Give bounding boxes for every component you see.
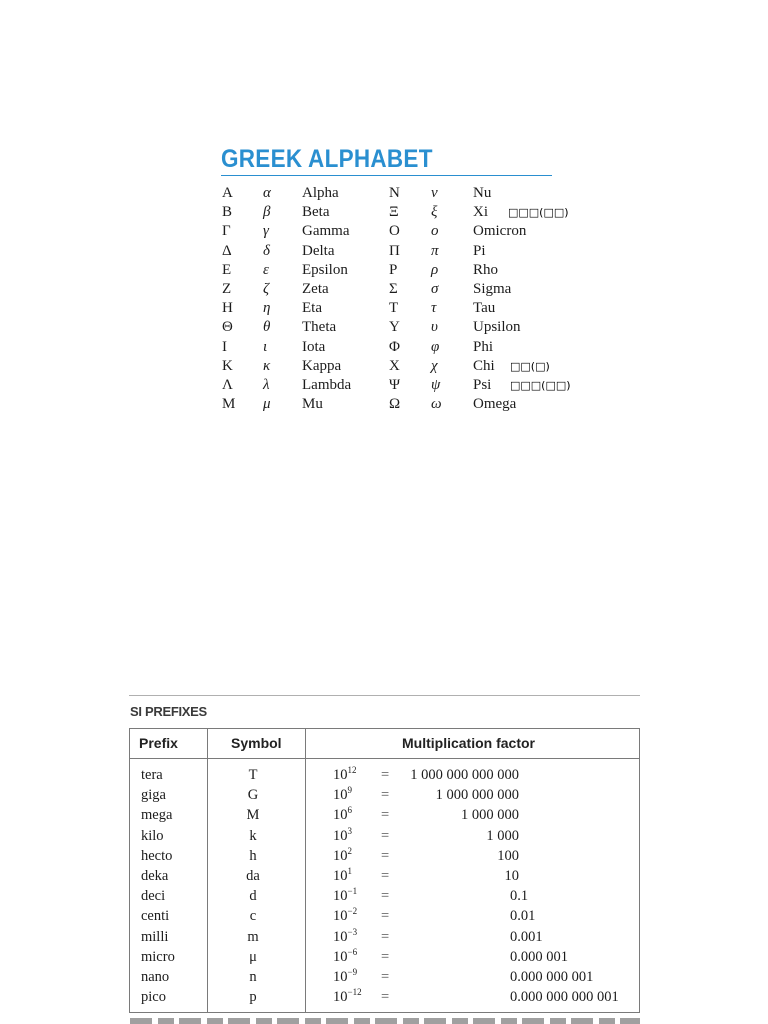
si-power xyxy=(333,805,352,825)
greek-lower-letter: α xyxy=(263,185,271,201)
si-symbol: G xyxy=(247,787,259,804)
si-prefix-name: milli xyxy=(141,928,169,945)
greek-upper-letter: X xyxy=(389,357,400,374)
si-top-rule xyxy=(129,695,640,696)
greek-letter-name: Iota xyxy=(302,338,326,355)
si-power xyxy=(333,785,352,805)
si-symbol: k xyxy=(249,827,257,844)
si-power-base: 10 xyxy=(333,827,348,844)
greek-upper-letter: O xyxy=(389,223,400,240)
greek-letter-name: Lambda xyxy=(302,377,352,393)
si-prefix-name: deka xyxy=(141,868,169,884)
si-power-base: 10 xyxy=(333,948,348,965)
greek-letter-name: Phi xyxy=(473,338,494,355)
si-equals: = xyxy=(381,767,390,783)
si-power xyxy=(333,906,357,926)
si-equals: = xyxy=(381,868,390,884)
si-power-base: 10 xyxy=(333,969,348,985)
si-symbol: μ xyxy=(249,948,257,965)
greek-lower-letter: ν xyxy=(431,185,438,201)
si-equals: = xyxy=(381,969,390,985)
greek-upper-letter: T xyxy=(389,300,399,317)
greek-upper-letter: N xyxy=(389,185,400,201)
greek-lower-letter: σ xyxy=(431,281,439,297)
greek-lower-letter: ψ xyxy=(431,377,441,393)
greek-letter-name: Kappa xyxy=(302,357,342,374)
greek-letter-name: Epsilon xyxy=(302,261,348,278)
si-prefix-name: kilo xyxy=(141,827,164,844)
si-prefix-name: hecto xyxy=(141,847,173,864)
greek-letter-name: Alpha xyxy=(302,185,339,201)
si-symbol: c xyxy=(249,908,257,925)
psi-annotation: □□□(□□) xyxy=(510,379,571,392)
si-power-exponent: −2 xyxy=(347,906,358,917)
greek-letter-name: Theta xyxy=(302,319,337,336)
si-column-divider xyxy=(207,728,208,1013)
si-value: 1 000 000 xyxy=(461,807,519,824)
greek-lower-letter: ε xyxy=(263,261,269,278)
greek-lower-letter: ζ xyxy=(263,281,270,297)
si-value: 0.1 xyxy=(510,888,529,905)
si-prefix-name: tera xyxy=(141,767,163,783)
greek-letter-name: Eta xyxy=(302,300,322,317)
greek-lower-letter: η xyxy=(263,300,271,317)
greek-letter-name: Omicron xyxy=(473,223,527,240)
si-equals: = xyxy=(381,908,390,925)
si-equals: = xyxy=(381,989,390,1006)
greek-upper-letter: Π xyxy=(389,242,400,259)
si-power xyxy=(333,967,357,987)
greek-letter-name: Mu xyxy=(302,396,323,413)
greek-upper-letter: E xyxy=(222,261,232,278)
si-power xyxy=(333,866,352,886)
si-symbol: p xyxy=(249,989,257,1006)
si-header-divider xyxy=(129,758,640,759)
greek-letter-name: Gamma xyxy=(302,223,350,240)
si-footnote-cropped xyxy=(130,1018,640,1024)
si-power xyxy=(333,987,362,1007)
greek-lower-letter: ι xyxy=(263,338,268,355)
si-power-base: 10 xyxy=(333,807,348,824)
si-power-base: 10 xyxy=(333,989,348,1006)
si-symbol: h xyxy=(249,847,257,864)
greek-lower-letter: ρ xyxy=(431,261,439,278)
greek-letter-name: Psi xyxy=(473,377,492,393)
greek-letter-name: Nu xyxy=(473,185,492,201)
si-prefixes-title: SI PREFIXES xyxy=(130,704,207,719)
greek-upper-letter: Δ xyxy=(222,242,232,259)
greek-upper-letter: Φ xyxy=(389,338,400,355)
si-value: 0.01 xyxy=(510,908,536,925)
si-value: 0.000 001 xyxy=(510,948,568,965)
greek-letter-name: Omega xyxy=(473,396,517,413)
greek-upper-letter: B xyxy=(222,204,233,221)
greek-letter-name: Pi xyxy=(473,242,486,259)
si-prefix-name: mega xyxy=(141,807,173,824)
greek-lower-letter: χ xyxy=(431,357,438,374)
si-prefix-name: nano xyxy=(141,969,170,985)
greek-upper-letter: Λ xyxy=(222,377,233,393)
greek-lower-letter: ο xyxy=(431,223,439,240)
si-equals: = xyxy=(381,928,390,945)
si-equals: = xyxy=(381,787,390,804)
si-value: 100 xyxy=(497,847,519,864)
si-power-base: 10 xyxy=(333,787,348,804)
si-symbol: d xyxy=(249,888,257,905)
si-power-exponent: 1 xyxy=(347,866,352,876)
si-power-exponent: −12 xyxy=(347,987,362,998)
greek-lower-letter: υ xyxy=(431,319,438,336)
si-prefix-name: micro xyxy=(141,948,175,965)
greek-lower-letter: κ xyxy=(263,357,271,374)
si-header-prefix: Prefix xyxy=(139,735,178,751)
greek-alphabet-title: GREEK ALPHABET xyxy=(221,145,433,173)
si-equals: = xyxy=(381,948,390,965)
si-power-base: 10 xyxy=(333,928,348,945)
greek-letter-name: Upsilon xyxy=(473,319,521,336)
greek-lower-letter: λ xyxy=(263,377,270,393)
greek-lower-letter: ξ xyxy=(431,204,438,221)
si-symbol: m xyxy=(247,928,259,945)
si-equals: = xyxy=(381,807,390,824)
si-power-exponent: −1 xyxy=(347,886,358,897)
greek-title-underline xyxy=(221,175,552,176)
si-prefix-name: pico xyxy=(141,989,166,1006)
greek-lower-letter: π xyxy=(431,242,439,259)
si-power-exponent: 2 xyxy=(347,845,352,856)
greek-letter-name: Delta xyxy=(302,242,335,259)
si-equals: = xyxy=(381,847,390,864)
greek-letter-name: Tau xyxy=(473,300,496,317)
greek-lower-letter: β xyxy=(263,204,271,221)
si-equals: = xyxy=(381,827,390,844)
greek-letter-name: Xi xyxy=(473,204,488,221)
si-power xyxy=(333,927,357,947)
greek-letter-name: Sigma xyxy=(473,281,512,297)
si-value: 0.000 000 001 xyxy=(510,969,594,985)
si-header-symbol: Symbol xyxy=(231,735,282,751)
si-column-divider xyxy=(305,728,306,1013)
si-symbol: n xyxy=(249,969,257,985)
si-symbol: T xyxy=(248,767,258,783)
si-prefix-name: centi xyxy=(141,908,170,925)
greek-upper-letter: Ξ xyxy=(389,204,399,221)
greek-lower-letter: γ xyxy=(263,223,269,240)
si-value: 1 000 000 000 000 xyxy=(410,767,519,783)
greek-letter-name: Chi xyxy=(473,357,495,374)
xi-annotation: □□□(□□) xyxy=(508,206,569,219)
greek-upper-letter: Θ xyxy=(222,319,233,336)
si-value: 1 000 xyxy=(486,827,519,844)
si-power-base: 10 xyxy=(333,868,348,884)
si-power-exponent: 6 xyxy=(347,805,352,816)
greek-upper-letter: Ω xyxy=(389,396,401,413)
si-symbol: da xyxy=(246,868,260,884)
si-power-base: 10 xyxy=(333,767,348,783)
greek-upper-letter: Υ xyxy=(389,319,400,336)
si-power-exponent: 9 xyxy=(347,785,352,796)
si-power-exponent: −6 xyxy=(347,946,358,957)
si-power-exponent: 12 xyxy=(347,765,357,775)
greek-lower-letter: θ xyxy=(263,319,271,336)
si-value: 1 000 000 000 xyxy=(435,787,519,804)
si-value: 0.000 000 000 001 xyxy=(510,989,619,1006)
greek-upper-letter: K xyxy=(222,357,233,374)
si-power-base: 10 xyxy=(333,908,348,925)
greek-upper-letter: Σ xyxy=(389,281,398,297)
chi-annotation: □□(□) xyxy=(510,360,550,373)
greek-letter-name: Zeta xyxy=(302,281,329,297)
greek-letter-name: Rho xyxy=(473,261,499,278)
si-power-exponent: −3 xyxy=(347,926,358,937)
si-prefix-name: deci xyxy=(141,888,166,905)
greek-lower-letter: δ xyxy=(263,242,270,259)
greek-upper-letter: Ψ xyxy=(389,377,401,393)
greek-upper-letter: M xyxy=(222,396,236,413)
si-power xyxy=(333,947,357,967)
greek-lower-letter: ω xyxy=(431,396,442,413)
greek-letter-name: Beta xyxy=(302,204,330,221)
si-prefix-name: giga xyxy=(141,787,166,804)
greek-upper-letter: Z xyxy=(222,281,232,297)
si-power xyxy=(333,846,352,866)
greek-lower-letter: μ xyxy=(263,396,271,413)
si-value: 10 xyxy=(504,868,519,884)
greek-lower-letter: τ xyxy=(431,300,437,317)
si-power xyxy=(333,826,352,846)
si-power xyxy=(333,765,357,785)
si-symbol: M xyxy=(246,807,260,824)
si-power-base: 10 xyxy=(333,847,348,864)
greek-upper-letter: I xyxy=(222,338,227,355)
greek-lower-letter: φ xyxy=(431,338,440,355)
si-value: 0.001 xyxy=(510,928,543,945)
si-power-exponent: 3 xyxy=(347,825,352,836)
si-power-base: 10 xyxy=(333,888,348,905)
si-equals: = xyxy=(381,888,390,905)
si-power xyxy=(333,886,357,906)
greek-upper-letter: Γ xyxy=(222,223,231,240)
greek-upper-letter: H xyxy=(222,300,233,317)
greek-upper-letter: P xyxy=(389,261,398,278)
si-header-factor: Multiplication factor xyxy=(402,735,535,751)
si-power-exponent: −9 xyxy=(347,967,358,977)
greek-upper-letter: A xyxy=(222,185,233,201)
